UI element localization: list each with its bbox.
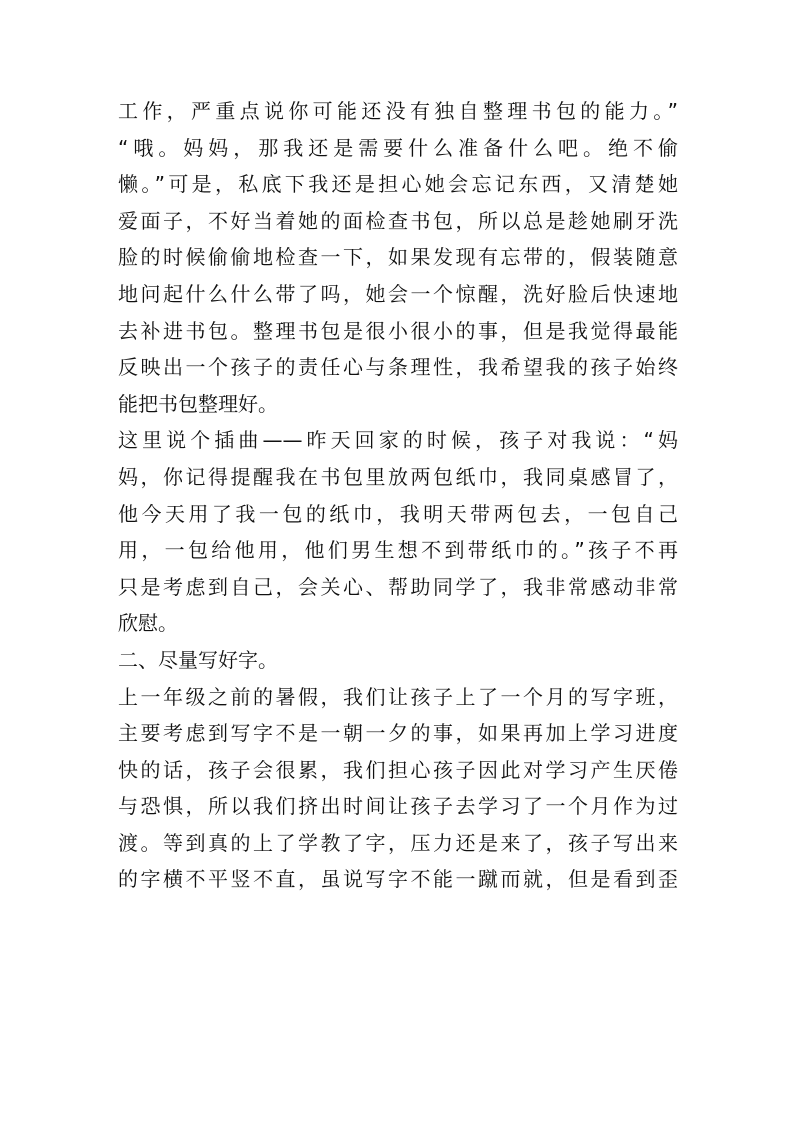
text-line: 能把书包整理好。 <box>118 391 278 416</box>
text-line: 与恐惧，所以我们挤出时间让孩子去学习了一个月作为过 <box>118 794 678 819</box>
text-line: 的字横不平竖不直，虽说写字不能一蹴而就，但是看到歪 <box>118 867 678 892</box>
text-line: 地问起什么什么带了吗，她会一个惊醒，洗好脸后快速地 <box>118 281 678 306</box>
text-line: 妈，你记得提醒我在书包里放两包纸巾，我同桌感冒了， <box>118 464 678 489</box>
section-heading: 二、尽量写好字。 <box>118 647 278 672</box>
text-line: 只是考虑到自己，会关心、帮助同学了，我非常感动非常 <box>118 574 678 599</box>
text-line: 他今天用了我一包的纸巾，我明天带两包去，一包自己 <box>118 501 678 526</box>
text-line: 爱面子，不好当着她的面检查书包，所以总是趁她刷牙洗 <box>118 208 678 233</box>
text-line: 欣慰。 <box>118 611 178 636</box>
text-line: 工作，严重点说你可能还没有独自整理书包的能力。” <box>118 99 678 123</box>
text-line: 渡。等到真的上了学教了字，压力还是来了，孩子写出来 <box>118 830 678 855</box>
text-line: 用，一包给他用，他们男生想不到带纸巾的。”孩子不再 <box>118 538 678 563</box>
text-line: 去补进书包。整理书包是很小很小的事，但是我觉得最能 <box>118 318 678 343</box>
text-line: 快的话，孩子会很累，我们担心孩子因此对学习产生厌倦 <box>118 757 678 782</box>
text-line: 脸的时候偷偷地检查一下，如果发现有忘带的，假装随意 <box>118 245 678 270</box>
body-text <box>118 93 678 898</box>
text-line: 上一年级之前的暑假，我们让孩子上了一个月的写字班， <box>118 684 678 709</box>
text-line: 主要考虑到写字不是一朝一夕的事，如果再加上学习进度 <box>118 721 678 746</box>
text-line: 懒。”可是，私底下我还是担心她会忘记东西，又清楚她 <box>118 172 678 197</box>
text-line: “哦。妈妈，那我还是需要什么准备什么吧。绝不偷 <box>118 135 678 160</box>
text-line: 这里说个插曲——昨天回家的时候，孩子对我说：“妈 <box>118 428 678 453</box>
text-line: 反映出一个孩子的责任心与条理性，我希望我的孩子始终 <box>118 355 678 380</box>
